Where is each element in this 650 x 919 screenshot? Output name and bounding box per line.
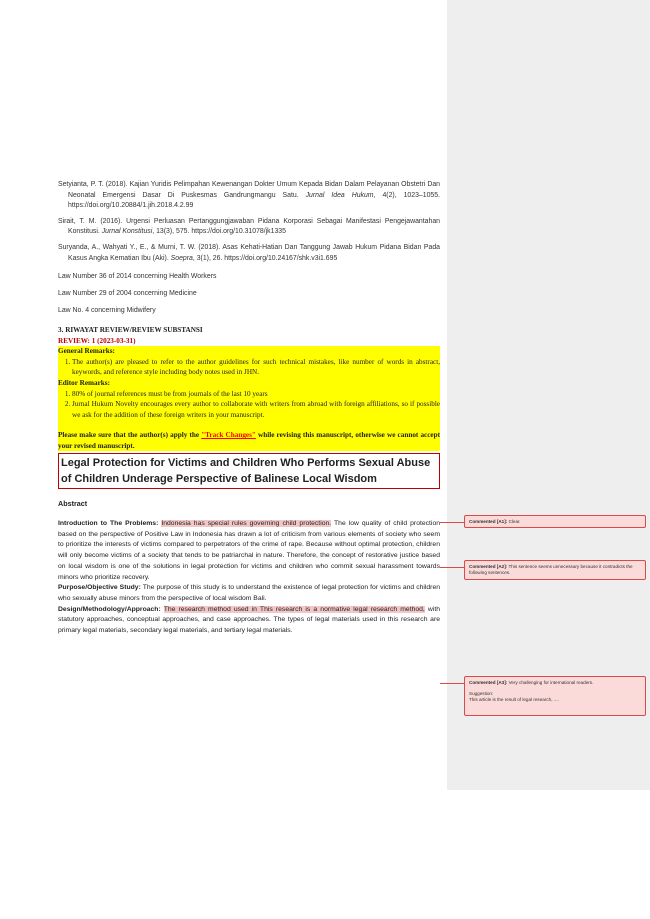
track-changes-link[interactable]: "Track Changes" [201, 431, 256, 440]
reference-entry: Setyianta, P. T. (2018). Kajian Yuridis Pelimpahan Kewenangan Dokter Umum Kepada Bidan Dalam Pelayanan Obstetri Dan Neonatal Emergensi Dasar Di Puskesmas Gandrungmangu Satu. Jurnal Idea Hukum, 4(2), 1023–1055. https://doi.org/10.20884/1.jih.2018.4.2.99 [58, 181, 440, 210]
law-entry: Law Number 29 of 2004 concerning Medicine [58, 290, 197, 298]
section-heading: 3. RIWAYAT REVIEW/REVIEW SUBSTANSI [58, 325, 203, 334]
document-body [58, 180, 440, 637]
paper-title: Legal Protection for Victims and Children Who Performs Sexual Abuse of Children Underage Perspective of Balinese Local Wisdom [58, 453, 440, 489]
reference-entry: Suryanda, A., Wahyati Y., E., & Murni, T. W. (2018). Asas Kehati-Hatian Dan Tanggung Jawab Hukum Pidana Bidan Pada Kasus Angka Kematian Ibu (Aki). Soepra, 3(1), 26. https://doi.org/10.24167/shk.v3i1.695 [58, 243, 440, 262]
remark-item: 1. 80% of journal references must be from journals of the last 10 years [72, 389, 440, 400]
law-entry: Law Number 36 of 2014 concerning Health Workers [58, 273, 217, 281]
abstract-design: Design/Methodology/Approach: The research method used in This research is a normative legal research method, with statutory approaches, conceptual approaches, and case approaches. The types of legal materials used in this research are primary legal materials, secondary legal materials, and tertiary legal materials. [58, 605, 440, 635]
remark-item: 1. The author(s) are pleased to refer to the author guidelines for such technical mistakes, like number of words in abstract, keywords, and reference style including body notes used in JHN. [72, 357, 440, 378]
commented-text[interactable]: Indonesia has special rules governing child protection. [161, 520, 332, 528]
comment-connector [440, 522, 464, 523]
comment-balloon[interactable]: Commented [A3]: Very challenging for international readers. Suggestion: This article is the result of legal research, .... [464, 676, 646, 716]
comment-connector [440, 683, 464, 684]
reference-entry: Sirait, T. M. (2016). Urgensi Perluasan Pertanggungjawaban Pidana Korporasi Sebagai Manifestasi Pengejawantahan Konstitusi. Jurnal Konstitusi, 13(3), 575. https://doi.org/10.31078/jk1335 [58, 217, 440, 236]
general-remarks-title: General Remarks: [58, 347, 115, 356]
editor-remarks-title: Editor Remarks: [58, 378, 110, 387]
commented-text[interactable]: The research method used in This research is a normative legal research method, [163, 605, 425, 613]
comment-margin-pane [447, 0, 650, 790]
track-changes-note: Please make sure that the author(s) apply the "Track Changes" while revising this manuscript, otherwise we cannot accept your revised manuscript. [58, 431, 441, 450]
remark-item: 2. Jurnal Hukum Novelty encourages every author to collaborate with writers from abroad with foreign affiliations, so if possible we ask for the addition of these foreign writers in your manuscript. [72, 399, 440, 420]
abstract-introduction: Introduction to The Problems: Indonesia has special rules governing child protection. The low quality of child protection based on the perspective of Positive Law in Indonesia has drawn a lot of criticism from various elements of society who seem to prioritize the interests of victims compared to perpetrators of the crime of rape. Because without optimal protection, children will only become victims of a society that tends to be patriarchal in nature. Therefore, the concept of restorative justice based on local wisdom is one of the solutions in legal protection for victims and children who commit sexual harassment towards minors who prioritize recovery. [58, 520, 441, 581]
abstract-purpose: Purpose/Objective Study: The purpose of this study is to understand the existence of legal protection for victims and children who sexually abuse minors from the perspective of local wisdom Bali. [58, 584, 441, 602]
editor-remarks-box [58, 378, 440, 452]
review-label: REVIEW: 1 (2023-03-31) [58, 336, 136, 345]
comment-balloon[interactable]: Commented [A1]: Clear. [464, 515, 646, 528]
comment-balloon[interactable]: Commented [A2]: This sentence seems unnecessary because it contradicts the following sentences. [464, 560, 646, 580]
comment-connector [440, 567, 464, 568]
law-entry: Law No. 4 concerning Midwifery [58, 307, 156, 315]
abstract-heading: Abstract [58, 499, 88, 509]
general-remarks-box [58, 346, 440, 378]
